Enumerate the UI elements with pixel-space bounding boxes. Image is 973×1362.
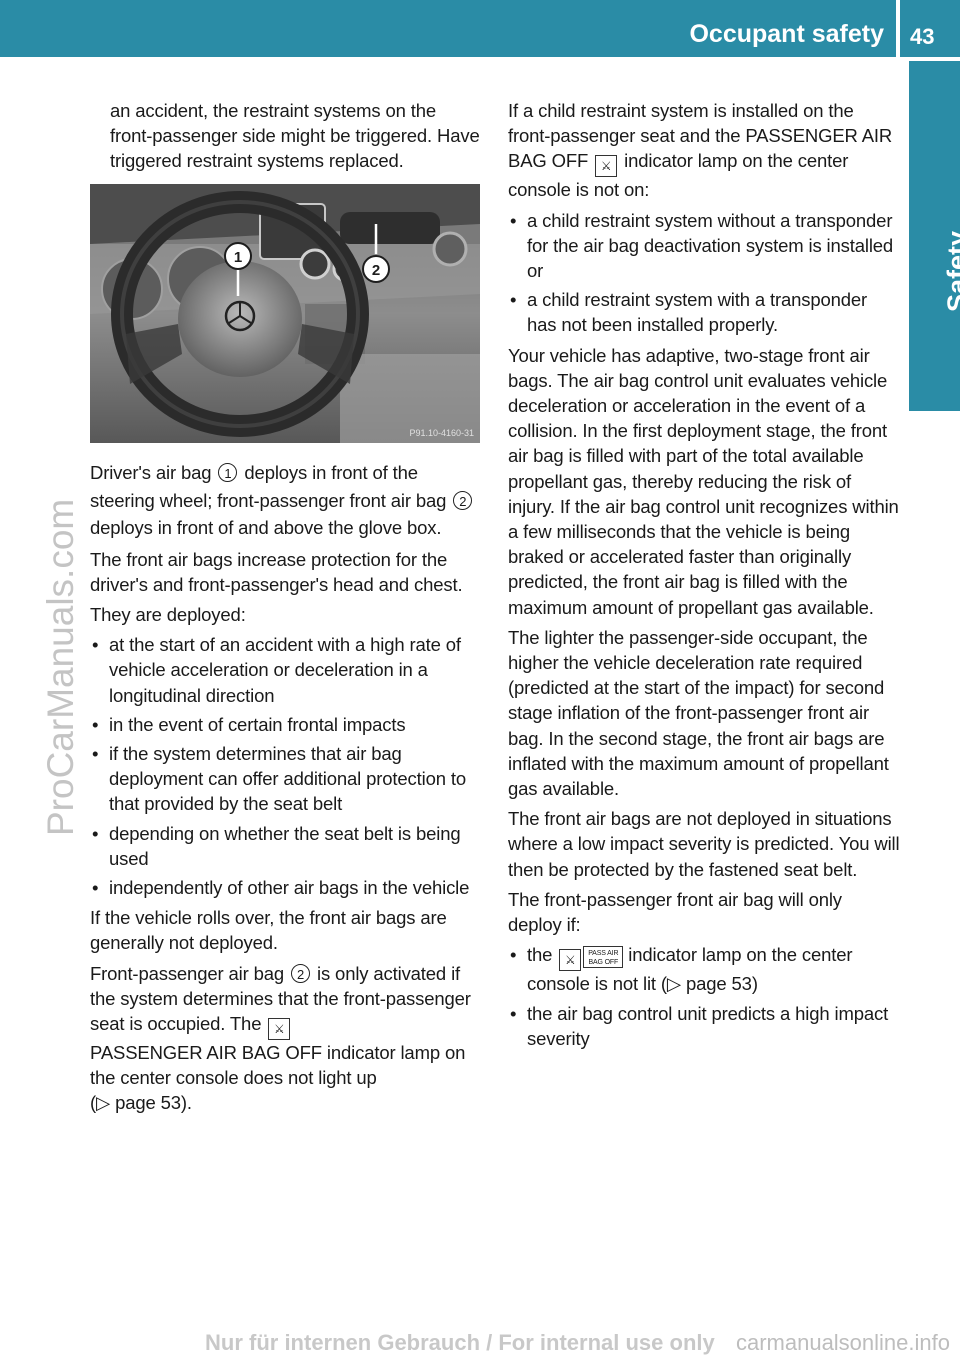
activated-part-b: is only activated if the system determines that the front-passenger seat is occupied. The bbox=[90, 962, 471, 1034]
site-watermark: carmanualsonline.info bbox=[735, 1330, 950, 1355]
section-title: Occupant safety bbox=[689, 20, 884, 48]
child-seat-airbag-off-icon: ⚔ bbox=[595, 155, 617, 177]
child-restraint-paragraph bbox=[508, 98, 900, 203]
callout-2: 2 bbox=[371, 262, 381, 279]
header-bar bbox=[0, 0, 960, 57]
list-item: • depending on whether the seat belt is being used bbox=[90, 821, 482, 871]
chapter-tab-label: Safety bbox=[942, 230, 972, 312]
only-deploy-paragraph: The front-passenger front air bag will only deploy if: bbox=[508, 888, 842, 936]
figure-code: P91.10-4160-31 bbox=[409, 428, 474, 438]
list-item: • independently of other air bags in the vehicle bbox=[90, 875, 482, 900]
list-item bbox=[508, 942, 900, 996]
child-seat-airbag-off-icon: ⚔ bbox=[268, 1018, 290, 1040]
deploy-b1-part-b: indicator lamp on the center console is not lit (▷ page 53) bbox=[527, 944, 853, 995]
list-item: • in the event of certain frontal impacts bbox=[90, 712, 482, 737]
intro-paragraph: an accident, the restraint systems on the front-passenger side might be triggered. Have triggered restraint systems replaced. bbox=[110, 100, 480, 172]
adaptive-paragraph: Your vehicle has adaptive, two-stage front air bags. The air bag control unit evaluates vehicle deceleration or acceleration in the event of a collision. In the first deployment stage, the front air bag is filled with part of the total available propellant gas, thereby reducing the risk of injury. If the air bag control unit recognizes within a few milliseconds that the vehicle is being braked or accelerated faster than originally predicted, the front air bag is filled with the maximum amount of propellant gas available. bbox=[508, 344, 899, 618]
activated-paragraph bbox=[90, 961, 482, 1116]
right-column bbox=[508, 98, 900, 1056]
header-divider bbox=[896, 0, 900, 57]
lead-part-b: indicator lamp on the center console is not on: bbox=[508, 150, 849, 201]
list-item: • the air bag control unit predicts a high impact severity bbox=[508, 1001, 900, 1051]
lighter-paragraph: The lighter the passenger-side occupant, the higher the vehicle deceleration rate required (predicted at the start of the impact) for second stage inflation of the front-passenger front air bag. In the second stage, the front air bags are inflated with the maximum amount of propellant gas available. bbox=[508, 626, 889, 800]
deployed-heading: They are deployed: bbox=[90, 603, 246, 625]
page-number: 43 bbox=[910, 24, 935, 49]
increase-paragraph: The front air bags increase protection for the driver's and front-passenger's head and chest. bbox=[90, 548, 463, 595]
child-seat-airbag-off-icon: ⚔ bbox=[559, 949, 581, 971]
callout-1-ref: 1 bbox=[218, 463, 237, 482]
side-watermark: ProCarManuals.com bbox=[40, 498, 81, 836]
list-item: • if the system determines that air bag deployment can offer additional protection to that provided by the seat belt bbox=[90, 741, 482, 817]
caption-part-c: deploys in front of and above the glove box. bbox=[90, 517, 442, 538]
rollover-paragraph: If the vehicle rolls over, the front air bags are generally not deployed. bbox=[90, 907, 447, 954]
deploy-conditions-list bbox=[508, 942, 900, 1051]
left-column-top bbox=[90, 98, 482, 179]
internal-use-watermark: Nur für internen Gebrauch / For internal use only bbox=[205, 1330, 715, 1355]
photo-caption bbox=[90, 459, 482, 542]
page-reference: (▷ page 53). bbox=[90, 1092, 192, 1114]
child-restraint-list bbox=[508, 208, 900, 338]
pass-airbag-off-icon: PASS AIR BAG OFF bbox=[583, 946, 623, 968]
not-deployed-paragraph: The front air bags are not deployed in situations where a low impact severity is predicted. You will then be protected by the fastened seat belt. bbox=[508, 808, 900, 880]
activated-part-c: PASSENGER AIR BAG OFF indicator lamp on the center console does not light up bbox=[90, 1041, 466, 1089]
list-item: • at the start of an accident with a high rate of vehicle acceleration or deceleration in a longitudinal direction bbox=[90, 632, 482, 708]
list-item: • a child restraint system with a transponder has not been installed properly. bbox=[508, 287, 900, 337]
callout-1: 1 bbox=[233, 249, 243, 266]
callout-2-ref: 2 bbox=[453, 491, 472, 510]
lead-part-a: If a child restraint system is installed on the front-passenger seat and the PASSENGER AIR BAG OFF bbox=[508, 100, 893, 172]
deployed-list bbox=[90, 632, 482, 900]
activated-part-a: Front-passenger air bag bbox=[90, 962, 284, 984]
caption-part-b: deploys in front of the steering wheel; front-passenger front air bag bbox=[90, 462, 447, 511]
left-column-body bbox=[90, 459, 482, 1121]
deploy-b1-part-a: the bbox=[527, 944, 553, 966]
caption-part-a: Driver's air bag bbox=[90, 462, 212, 483]
dashboard-airbag-photo bbox=[90, 184, 480, 443]
list-item: • a child restraint system without a transponder for the air bag deactivation system is installed or bbox=[508, 208, 900, 284]
callout-2-ref: 2 bbox=[291, 964, 310, 983]
